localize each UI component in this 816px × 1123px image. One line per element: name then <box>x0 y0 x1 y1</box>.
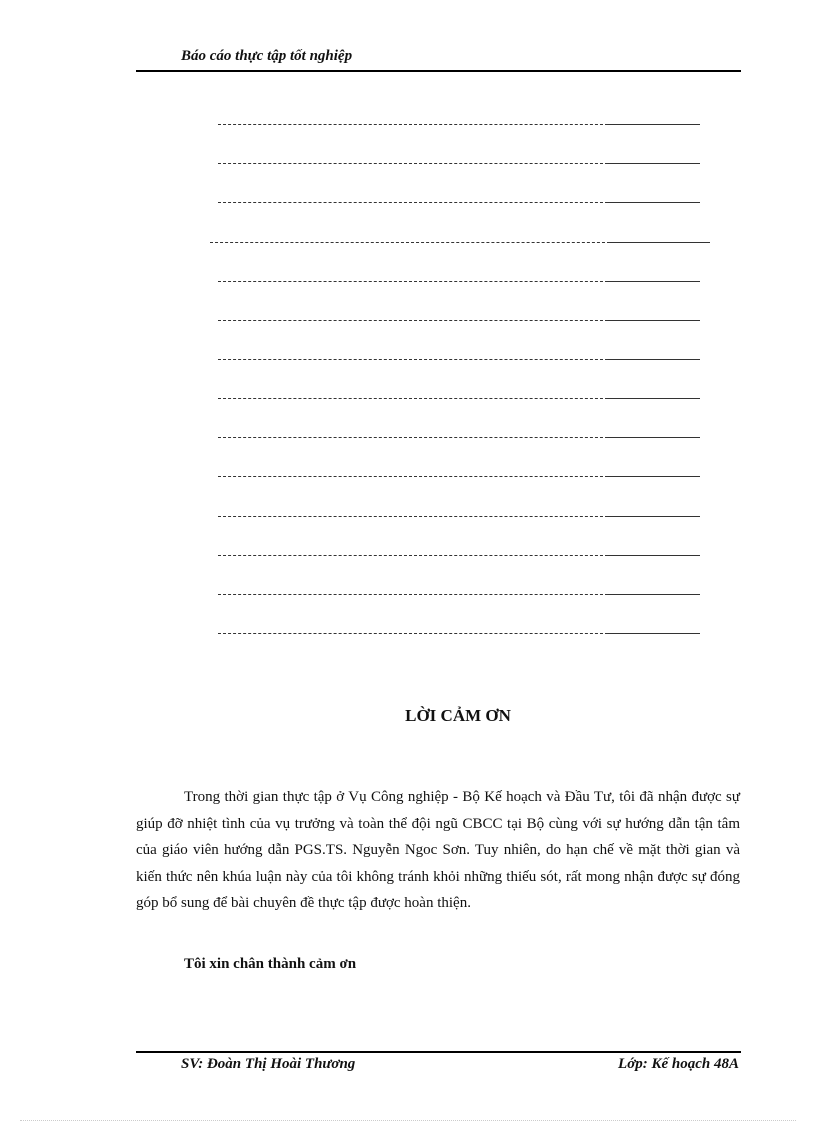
acknowledgement-paragraph: Trong thời gian thực tập ở Vụ Công nghiệp - Bộ Kế hoạch và Đầu Tư, tôi đã nhận được sự giúp đỡ nhiệt tình của vụ trưởng và toàn thể đội ngũ CBCC tại Bộ cùng với sự hướng dẫn tận tâm của giáo viên hướng dẫn PGS.TS. Nguyễn Ngoc Sơn. Tuy nhiên, do hạn chế về mặt thời gian và kiến thức nên khúa luận này của tôi không tránh khỏi những thiếu sót, rất mong nhận được sự đóng góp bổ sung để bài chuyên đề thực tập được hoàn thiện. <box>136 789 740 912</box>
section-heading: LỜI CẢM ƠN <box>405 706 511 725</box>
footer-rule <box>136 1051 741 1053</box>
footer-class-name: Lớp: Kế hoạch 48A <box>618 1056 739 1072</box>
header-title: Báo cáo thực tập tốt nghiệp <box>181 48 353 64</box>
header-rule <box>136 70 741 72</box>
closing-line: Tôi xin chân thành cảm ơn <box>184 956 357 972</box>
footer-student-name: SV: Đoàn Thị Hoài Thương <box>181 1056 356 1072</box>
page-edge <box>20 1120 796 1121</box>
